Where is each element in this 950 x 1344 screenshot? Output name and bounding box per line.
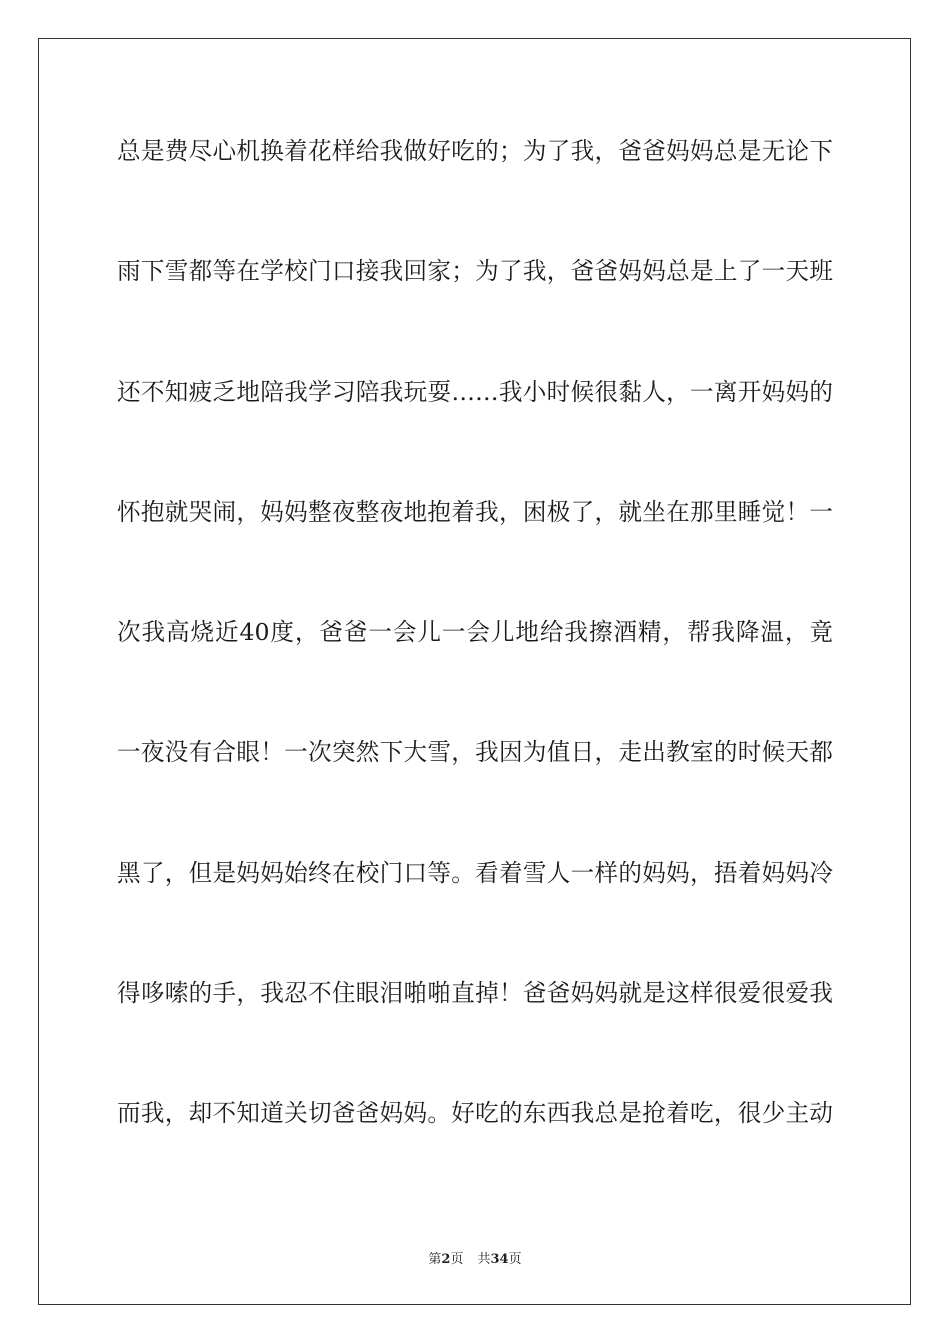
total-label-prefix: 共 [477, 1252, 491, 1267]
text-line: 雨下雪都等在学校门口接我回家；为了我，爸爸妈妈总是上了一天班 [117, 257, 833, 286]
text-line: 一夜没有合眼！一次突然下大雪，我因为值日，走出教室的时候天都 [117, 738, 833, 767]
text-line: 还不知疲乏地陪我学习陪我玩耍……我小时候很黏人，一离开妈妈的 [117, 377, 833, 406]
page-label-suffix: 页 [450, 1252, 464, 1267]
page-footer [0, 1248, 950, 1267]
total-label-suffix: 页 [508, 1252, 522, 1267]
text-line: 而我，却不知道关切爸爸妈妈。好吃的东西我总是抢着吃，很少主动 [117, 1099, 833, 1128]
body-text [117, 127, 833, 1210]
text-line: 总是费尽心机换着花样给我做好吃的；为了我，爸爸妈妈总是无论下 [117, 137, 833, 165]
page-number: 2 [441, 1252, 451, 1267]
text-line: 得哆嗦的手，我忍不住眼泪啪啪直掉！爸爸妈妈就是这样很爱很爱我 [117, 979, 833, 1008]
total-pages: 34 [490, 1252, 509, 1267]
page-label-prefix: 第 [428, 1252, 442, 1267]
text-line: 次我高烧近40度，爸爸一会儿一会儿地给我擦酒精，帮我降温，竟 [117, 618, 833, 647]
text-line: 怀抱就哭闹，妈妈整夜整夜地抱着我，困极了，就坐在那里睡觉！一 [117, 497, 833, 526]
text-line: 黑了，但是妈妈始终在校门口等。看着雪人一样的妈妈，捂着妈妈冷 [117, 858, 833, 887]
